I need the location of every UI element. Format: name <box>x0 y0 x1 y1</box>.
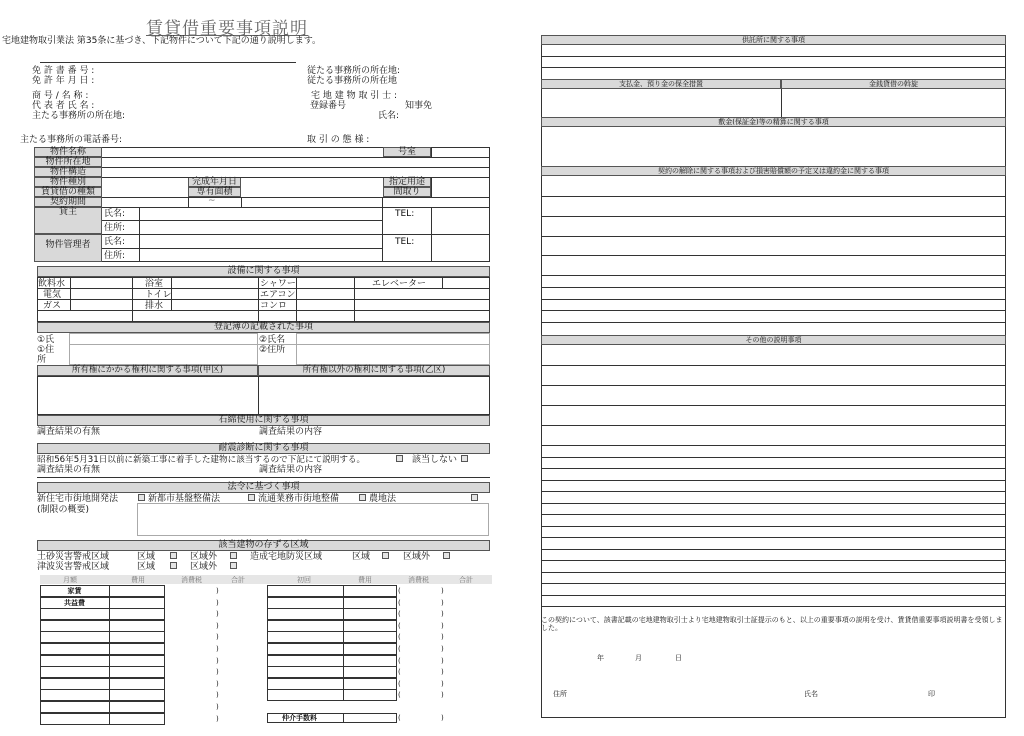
law-urban-infra: 新都市基盤整備法 <box>148 494 221 504</box>
ruled-line <box>541 503 1006 504</box>
initial-paren-open: ( <box>398 598 401 607</box>
license-number-label: 免 許 書 番 号 : <box>32 66 95 76</box>
law-urban-infra-checkbox[interactable] <box>138 494 145 501</box>
document-title: 賃貸借重要事項説明 <box>146 19 308 39</box>
equipment-header: 設備に関する事項 <box>37 266 490 277</box>
landslide-outside-label: 区域外 <box>403 552 431 562</box>
ruled-line <box>541 425 1006 426</box>
asbestos-result-content: 調査結果の内容 <box>259 427 323 437</box>
layout-label: 間取り <box>383 187 431 197</box>
registry-name-1: ①氏 <box>37 335 55 345</box>
completion-date-label: 完成年月日 <box>188 177 241 187</box>
monthly-paren-close: ) <box>216 691 219 700</box>
seismic-not-applicable-checkbox[interactable] <box>461 455 468 462</box>
deposit-office-header: 供託所に関する事項 <box>541 35 1006 45</box>
initial-fee-row <box>267 643 397 655</box>
property-address-label: 物件所在地 <box>34 157 102 167</box>
monthly-fee-row <box>40 620 165 632</box>
landslide-zone-label: 造成宅地防災区域 <box>250 552 323 562</box>
monthly-fee-label: 共益費 <box>64 598 85 607</box>
landslide-inside-label: 区域 <box>352 552 371 562</box>
sediment-outside-label: 区域外 <box>190 552 218 562</box>
equipment-elevator: エレベーター <box>372 279 427 289</box>
monthly-fee-row <box>40 608 165 620</box>
manager-label: 物件管理者 <box>34 234 102 262</box>
signer-address-label: 住所 <box>553 690 567 698</box>
ruled-line <box>541 560 1006 561</box>
tsunami-inside-label: 区域 <box>137 562 156 572</box>
initial-paren-close: ) <box>441 621 444 630</box>
initial-fee-row <box>267 597 397 609</box>
monthly-fee-row <box>40 655 165 667</box>
monthly-fee-row <box>40 713 165 725</box>
property-type-label: 物件種別 <box>34 177 102 187</box>
ruled-line <box>541 491 1006 492</box>
monthly-fee-row <box>40 631 165 643</box>
ruled-line <box>541 216 1006 217</box>
initial-paren-open: ( <box>398 633 401 642</box>
law-other-checkbox[interactable] <box>471 494 478 501</box>
signature-line <box>40 62 296 63</box>
asbestos-header: 石綿使用に関する事項 <box>37 415 490 426</box>
monthly-paren-close: ) <box>216 645 219 653</box>
ruled-line <box>541 255 1006 256</box>
initial-paren-open: ( <box>398 645 401 653</box>
initial-fee-row <box>267 666 397 678</box>
tsunami-inside-checkbox[interactable] <box>170 562 177 569</box>
ruled-line <box>541 595 1006 596</box>
registry-address-1b: 所 <box>37 355 47 365</box>
manager-tel-label: TEL: <box>395 237 415 247</box>
initial-paren-open: ( <box>398 587 401 595</box>
monthly-paren-close: ) <box>216 656 219 665</box>
monthly-fee-row <box>40 678 165 690</box>
rights-content-box <box>37 376 490 415</box>
monthly-fee-row <box>40 666 165 678</box>
registry-address-1a: ①住 <box>37 345 55 355</box>
payment-protection-header: 支払金、預り金の保全措置 <box>541 79 781 89</box>
lessor-tel-label: TEL: <box>395 209 415 219</box>
ruled-line <box>541 468 1006 469</box>
termination-header: 契約の解除に関する事項および損害賠償額の予定又は違約金に関する事項 <box>541 166 1006 176</box>
ruled-line <box>541 322 1006 323</box>
ruled-line <box>541 196 1006 197</box>
monthly-fee-header: 費用 <box>131 576 145 584</box>
monthly-paren-close: ) <box>216 679 219 688</box>
sediment-inside-checkbox[interactable] <box>170 552 177 559</box>
monthly-paren-close: ) <box>216 587 219 595</box>
ruled-line <box>541 572 1006 573</box>
acknowledgement-text: この契約について、該書記載の宅地建物取引士より宅地建物取引士証提示のもと、以上の重要事項の説明を受け、賃貸借重要事項説明書を受領しました。 <box>541 616 1003 632</box>
monthly-paren-close: ) <box>216 703 219 711</box>
broker-name-label: 氏名: <box>378 111 400 121</box>
broker-label: 宅 地 建 物 取 引 士 : <box>311 91 398 101</box>
law-new-residential: 新住宅市街地開発法 <box>37 494 119 504</box>
day-label: 日 <box>675 654 682 662</box>
landslide-inside-checkbox[interactable] <box>382 552 389 559</box>
license-date-label: 免 許 年 月 日 : <box>32 76 95 86</box>
ruled-line <box>541 606 1006 607</box>
signer-name-label: 氏名 <box>804 690 818 698</box>
monthly-header: 月額 <box>63 576 77 584</box>
main-office-phone-label: 主たる事務所の電話番号: <box>20 135 123 145</box>
initial-fee-row <box>267 631 397 643</box>
ruled-line <box>541 236 1006 237</box>
main-office-address-label: 主たる事務所の所在地: <box>32 111 126 121</box>
monthly-fee-label: 家賃 <box>67 587 82 595</box>
equipment-drainage: 排水 <box>145 301 164 311</box>
ruled-line <box>541 365 1006 366</box>
initial-paren-close: ) <box>441 633 444 642</box>
asbestos-result-exists: 調査結果の有無 <box>37 427 101 437</box>
initial-paren-open: ( <box>398 679 401 688</box>
initial-fee-row <box>267 655 397 667</box>
manager-address-label: 住所: <box>104 251 126 261</box>
equipment-bath: 浴室 <box>145 279 164 289</box>
lessor-name-label: 氏名: <box>104 209 126 219</box>
equipment-stove: コンロ <box>260 301 288 311</box>
equipment-shower: シャワー <box>260 279 296 289</box>
initial-header: 初回 <box>297 576 311 584</box>
ruled-line <box>541 275 1006 276</box>
branch-address-label-1: 従たる事務所の所在地: <box>307 66 401 76</box>
other-rights-header: 所有権以外の権利に関する事項(乙区) <box>258 365 490 376</box>
ruled-line <box>541 549 1006 550</box>
loan-mediation-header: 金銭貸借の斡旋 <box>781 79 1006 89</box>
tsunami-outside-label: 区域外 <box>190 562 218 572</box>
sediment-inside-label: 区域 <box>137 552 156 562</box>
period-tilde: ~ <box>208 196 216 206</box>
registration-number-label: 登録番号 <box>310 101 347 111</box>
registry-address-2: ②住所 <box>259 345 286 355</box>
monthly-paren-close: ) <box>216 668 219 677</box>
initial-fee-row <box>267 678 397 690</box>
initial-paren-close: ) <box>441 691 444 700</box>
zoning-label: 指定用途 <box>383 177 431 187</box>
trade-name-label: 商 号 / 名 称 : <box>32 91 89 101</box>
initial-paren-close: ) <box>441 598 444 607</box>
law-distribution-checkbox[interactable] <box>248 494 255 501</box>
initial-fee-row <box>267 608 397 620</box>
representative-label: 代 表 者 氏 名 : <box>32 101 95 111</box>
ruled-line <box>541 526 1006 527</box>
initial-fee-row <box>267 689 397 701</box>
initial-paren-close: ) <box>441 668 444 677</box>
property-name-label: 物件名称 <box>34 147 102 157</box>
initial-paren-open: ( <box>398 656 401 665</box>
equipment-electricity: 電気 <box>43 290 62 300</box>
initial-fee-row <box>267 585 397 597</box>
ruled-line <box>541 514 1006 515</box>
year-label: 年 <box>597 654 604 662</box>
initial-paren-close: ) <box>441 656 444 665</box>
lease-type-label: 賃貸借の種類 <box>34 187 102 197</box>
law-farmland: 農地法 <box>369 494 397 504</box>
monthly-fee-row <box>40 689 165 701</box>
lessor-address-label: 住所: <box>104 223 126 233</box>
initial-tax-header: 消費税 <box>408 576 429 584</box>
property-table <box>34 147 490 262</box>
branch-address-label-2: 従たる事務所の所在地 <box>307 76 398 86</box>
ruled-line <box>541 457 1006 458</box>
registry-header: 登記簿の記載された事項 <box>37 322 490 333</box>
equipment-gas: ガス <box>43 301 62 311</box>
initial-paren-open: ( <box>398 610 401 619</box>
initial-fee-header: 費用 <box>358 576 372 584</box>
registry-name-2: ②氏名 <box>259 335 286 345</box>
manager-name-label: 氏名: <box>104 237 126 247</box>
initial-paren-close: ) <box>441 610 444 619</box>
transaction-type-label: 取 引 の 態 様 : <box>307 135 370 145</box>
laws-header: 法令に基づく事項 <box>37 482 490 493</box>
initial-fee-row <box>267 620 397 632</box>
seismic-not-applicable-label: 該当しない <box>412 455 458 465</box>
ruled-line <box>541 405 1006 406</box>
monthly-fee-row <box>40 701 165 713</box>
initial-paren-close: ) <box>441 645 444 653</box>
equipment-aircon: エアコン <box>260 290 296 300</box>
brokerage-paren-close: ) <box>441 714 444 722</box>
ruled-line <box>541 299 1006 300</box>
property-structure-label: 物件構造 <box>34 167 102 177</box>
sediment-zone-label: 土砂災害警戒区域 <box>37 552 110 562</box>
initial-paren-open: ( <box>398 691 401 700</box>
restriction-summary-label: (制限の概要) <box>37 505 90 515</box>
initial-paren-open: ( <box>398 621 401 630</box>
other-matters-header: その他の説明事項 <box>541 335 1006 345</box>
restriction-summary-field[interactable] <box>137 503 489 536</box>
zones-header: 該当建物の存ずる区域 <box>37 540 490 551</box>
ruled-line <box>541 537 1006 538</box>
monthly-fee-row <box>40 643 165 655</box>
brokerage-paren-open: ( <box>398 714 401 722</box>
seismic-header: 耐震診断に関する事項 <box>37 443 490 454</box>
initial-paren-close: ) <box>441 679 444 688</box>
month-label: 月 <box>635 654 642 662</box>
monthly-paren-close: ) <box>216 714 219 723</box>
law-distribution: 流通業務市街地整備 <box>258 494 340 504</box>
seismic-statement: 昭和56年5月31日以前に新築工事に着手した建物に該当するので下記にて説明する。 <box>37 455 366 465</box>
ruled-line <box>541 445 1006 446</box>
deposit-settlement-header: 敷金(保証金)等の精算に関する事項 <box>541 117 1006 127</box>
lessor-label: 貸主 <box>34 207 102 234</box>
law-farmland-checkbox[interactable] <box>359 494 366 501</box>
equipment-drinking-water: 飲料水 <box>38 279 66 289</box>
monthly-paren-close: ) <box>216 633 219 642</box>
ruled-line <box>541 310 1006 311</box>
ruled-line <box>541 385 1006 386</box>
landslide-outside-checkbox[interactable] <box>443 552 450 559</box>
room-number-label: 号室 <box>383 147 431 157</box>
monthly-tax-header: 消費税 <box>181 576 202 584</box>
sediment-outside-checkbox[interactable] <box>230 552 237 559</box>
ruled-line <box>541 583 1006 584</box>
ruled-line <box>541 480 1006 481</box>
contract-period-label: 契約期間 <box>34 197 102 207</box>
brokerage-label: 仲介手数料 <box>282 714 317 722</box>
seismic-applicable-checkbox[interactable] <box>396 455 403 462</box>
seal-label: 印 <box>928 690 935 698</box>
seismic-result-exists: 調査結果の有無 <box>37 465 101 475</box>
monthly-paren-close: ) <box>216 610 219 619</box>
initial-paren-close: ) <box>441 587 444 595</box>
initial-paren-open: ( <box>398 668 401 677</box>
tsunami-zone-label: 津波災害警戒区域 <box>37 562 110 572</box>
monthly-paren-close: ) <box>216 621 219 630</box>
ownership-rights-header: 所有権にかかる権利に関する事項(甲区) <box>37 365 258 376</box>
seismic-result-content: 調査結果の内容 <box>259 465 323 475</box>
equipment-toilet: トイレ <box>145 290 172 300</box>
monthly-total-header: 合計 <box>231 576 245 584</box>
ruled-line <box>541 287 1006 288</box>
floor-area-label: 専有面積 <box>188 187 241 197</box>
tsunami-outside-checkbox[interactable] <box>230 562 237 569</box>
monthly-paren-close: ) <box>216 598 219 607</box>
initial-total-header: 合計 <box>459 576 473 584</box>
governor-license-label: 知事免 <box>405 101 433 111</box>
intro-text: 宅地建物取引業法 第35条に基づき、下記物件について下記の通り説明します。 <box>2 36 322 46</box>
